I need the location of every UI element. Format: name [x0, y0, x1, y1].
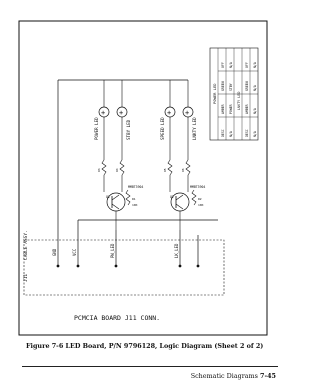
table-cell: GREEN	[245, 81, 249, 91]
footer-section: Schematic Diagrams	[190, 372, 258, 380]
q1-ref: Q1	[106, 195, 110, 199]
q2-ref: Q2	[170, 195, 174, 199]
table-cell: AMBER	[221, 104, 225, 114]
figure-caption: Figure 7-6 LED Board, P/N 9796128, Logic Diagram (Sheet 2 of 2)	[26, 342, 264, 350]
q1-r-label: R1	[132, 197, 136, 201]
transistor-q1	[104, 175, 130, 230]
table-cell: GREEN	[221, 81, 225, 91]
table-cell: N/A	[253, 85, 257, 91]
net-gnd: GND	[52, 248, 57, 256]
schematic-diagram	[18, 20, 268, 336]
table-cell: N/A	[253, 131, 257, 137]
q2-part: MMBT3904	[190, 185, 206, 189]
led-status-table	[210, 48, 258, 140]
res-label-r6: R6	[181, 168, 185, 172]
led-label-power: POWER LED	[94, 117, 99, 140]
led-label-lnkty: LNKTY LED	[192, 117, 197, 140]
led-pair-right	[165, 80, 193, 160]
svg-text:+: +	[185, 109, 190, 117]
table-cell: DESC	[245, 129, 249, 137]
res-label-r4: R4	[115, 168, 119, 172]
table-cell: STBY	[229, 83, 233, 91]
page-footer	[191, 372, 276, 380]
transistor-q2	[170, 175, 196, 230]
svg-text:+: +	[167, 109, 172, 117]
table-cell: N/A	[253, 108, 257, 114]
connector-ref: J11	[24, 273, 29, 282]
footer-page-number: 7-45	[260, 372, 276, 380]
table-cell: DESC	[221, 129, 225, 137]
table-title: POWER LED	[212, 83, 217, 104]
net-pw-led: PW_LED	[110, 243, 115, 258]
q2-r-label: R2	[198, 197, 202, 201]
svg-text:+: +	[101, 109, 106, 117]
res-label-r5: R5	[163, 168, 167, 172]
footer-rule	[22, 366, 278, 367]
net-lk-led: LK_LED	[174, 243, 179, 258]
q1-r-value: 10K	[132, 203, 138, 207]
connector-j11	[24, 240, 224, 295]
table-cell: OFF	[245, 62, 249, 68]
board-title: PCMCIA BOARD J11 CONN.	[74, 314, 161, 322]
table-mid-title: LNKTY LED	[237, 91, 241, 110]
svg-text:+: +	[119, 109, 124, 117]
table-cell: N/A	[229, 131, 233, 137]
led-label-stby: STBY LED	[126, 119, 131, 140]
led-pair-left	[99, 80, 127, 160]
connector-label: CABLE ASSY.	[24, 230, 29, 260]
table-cell: POWER	[229, 104, 233, 114]
schematic-svg	[18, 20, 268, 336]
q1-part: MMBT3904	[128, 185, 144, 189]
q2-r-value: 10K	[198, 203, 204, 207]
table-cell: N/A	[253, 62, 257, 68]
table-cell: OFF	[221, 62, 225, 68]
res-label-r3: R3	[97, 168, 101, 172]
table-cell: AMBER	[245, 104, 249, 114]
led-label-speed: SPEED LED	[160, 117, 165, 140]
connector-pins	[57, 265, 200, 268]
table-cell: N/A	[229, 62, 233, 68]
net-vcc: VCC	[72, 248, 77, 256]
